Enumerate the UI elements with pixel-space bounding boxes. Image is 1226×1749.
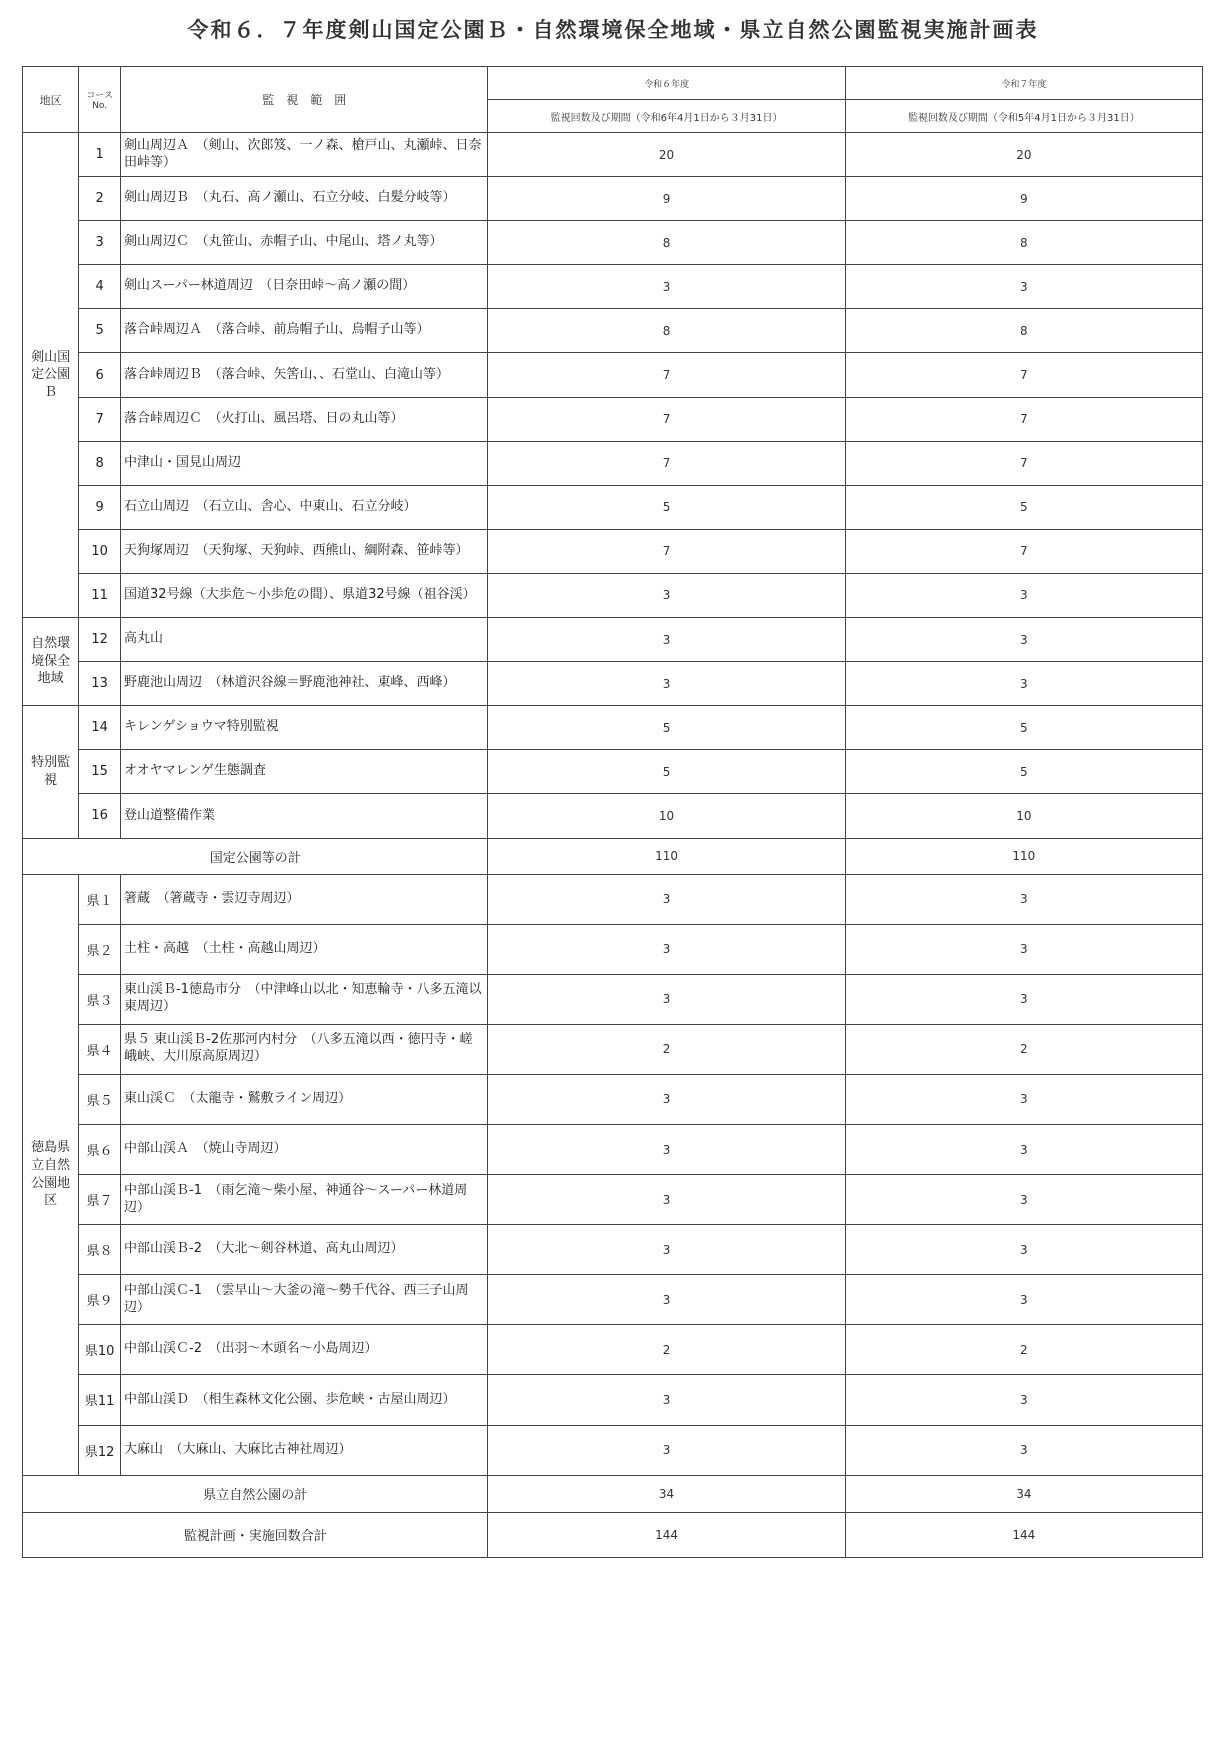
count-year7: 7 — [845, 529, 1202, 573]
count-year6: 3 — [488, 1175, 845, 1225]
pref-row — [23, 1325, 1203, 1375]
count-year7: 3 — [845, 618, 1202, 662]
count-year7: 9 — [845, 177, 1202, 221]
course-no: 県４ — [79, 1024, 121, 1074]
subtotal-year7: 34 — [845, 1475, 1202, 1512]
count-year7: 3 — [845, 573, 1202, 617]
area-label: 特別監視 — [23, 706, 79, 838]
course-no: 県９ — [79, 1275, 121, 1325]
count-year7: 3 — [845, 1124, 1202, 1174]
total-year7: 144 — [845, 1512, 1202, 1557]
course-row — [23, 133, 1203, 177]
header-year6: 令和６年度 — [488, 67, 845, 100]
count-year6: 2 — [488, 1024, 845, 1074]
pref-row — [23, 1124, 1203, 1174]
count-year6: 3 — [488, 618, 845, 662]
pref-row — [23, 1425, 1203, 1475]
course-no: 15 — [79, 750, 121, 794]
total-label: 監視計画・実施回数合計 — [23, 1512, 488, 1557]
scope-text: 土柱・高越 （土柱・高越山周辺） — [121, 924, 488, 974]
course-no: 7 — [79, 397, 121, 441]
scope-text: 中津山・国見山周辺 — [121, 441, 488, 485]
scope-text: 剣山周辺Ｂ （丸石、高ノ瀬山、石立分岐、白髪分岐等） — [121, 177, 488, 221]
scope-text: 落合峠周辺Ａ （落合峠、前烏帽子山、烏帽子山等） — [121, 309, 488, 353]
course-no: 3 — [79, 221, 121, 265]
count-year6: 7 — [488, 529, 845, 573]
count-year7: 3 — [845, 924, 1202, 974]
scope-text: 落合峠周辺Ｃ （火打山、風呂塔、日の丸山等） — [121, 397, 488, 441]
count-year6: 7 — [488, 397, 845, 441]
count-year7: 3 — [845, 662, 1202, 706]
total-year6: 144 — [488, 1512, 845, 1557]
total-row — [23, 1512, 1203, 1557]
course-row — [23, 618, 1203, 662]
course-row — [23, 485, 1203, 529]
count-year7: 8 — [845, 309, 1202, 353]
scope-text: 中部山渓Ｃ-2 （出羽～木頭名～小島周辺） — [121, 1325, 488, 1375]
count-year6: 10 — [488, 794, 845, 838]
course-row — [23, 573, 1203, 617]
count-year7: 3 — [845, 265, 1202, 309]
pref-row — [23, 974, 1203, 1024]
pref-row — [23, 1225, 1203, 1275]
count-year6: 3 — [488, 1425, 845, 1475]
count-year6: 8 — [488, 309, 845, 353]
scope-text: 剣山周辺Ｃ （丸笹山、赤帽子山、中尾山、塔ノ丸等） — [121, 221, 488, 265]
course-no: 県３ — [79, 974, 121, 1024]
header-scope: 監 視 範 囲 — [121, 67, 488, 133]
count-year7: 3 — [845, 1425, 1202, 1475]
count-year7: 5 — [845, 750, 1202, 794]
count-year6: 3 — [488, 974, 845, 1024]
count-year6: 5 — [488, 485, 845, 529]
scope-text: キレンゲショウマ特別監視 — [121, 706, 488, 750]
pref-row — [23, 1275, 1203, 1325]
count-year6: 8 — [488, 221, 845, 265]
course-row — [23, 353, 1203, 397]
course-no: 13 — [79, 662, 121, 706]
scope-text: 中部山渓Ｃ-1 （雲早山～大釜の滝～勢千代谷、西三子山周辺） — [121, 1275, 488, 1325]
count-year7: 7 — [845, 441, 1202, 485]
course-no: 県５ — [79, 1074, 121, 1124]
count-year7: 3 — [845, 1225, 1202, 1275]
course-row — [23, 662, 1203, 706]
area-label: 自然環境保全地域 — [23, 618, 79, 706]
course-no: 県12 — [79, 1425, 121, 1475]
scope-text: 石立山周辺 （石立山、舎心、中東山、石立分岐） — [121, 485, 488, 529]
pref-row — [23, 874, 1203, 924]
subtotal-year7: 110 — [845, 838, 1202, 874]
count-year6: 7 — [488, 441, 845, 485]
count-year6: 5 — [488, 706, 845, 750]
course-row — [23, 177, 1203, 221]
count-year6: 5 — [488, 750, 845, 794]
count-year6: 3 — [488, 662, 845, 706]
course-row — [23, 265, 1203, 309]
scope-text: 中部山渓Ｂ-1 （雨乞滝～柴小屋、神通谷～スーパー林道周辺） — [121, 1175, 488, 1225]
count-year7: 3 — [845, 1375, 1202, 1425]
course-row — [23, 794, 1203, 838]
subtotal-year6: 110 — [488, 838, 845, 874]
course-no: 5 — [79, 309, 121, 353]
count-year6: 3 — [488, 1225, 845, 1275]
scope-text: 高丸山 — [121, 618, 488, 662]
page-title: 令和６．７年度剣山国定公園Ｂ・自然環境保全地域・県立自然公園監視実施計画表 — [187, 18, 1039, 42]
course-no: 12 — [79, 618, 121, 662]
subtotal-label: 国定公園等の計 — [23, 838, 488, 874]
subtotal-row — [23, 1475, 1203, 1512]
pref-row — [23, 924, 1203, 974]
pref-row — [23, 1175, 1203, 1225]
scope-text: オオヤマレンゲ生態調査 — [121, 750, 488, 794]
scope-text: 県５ 東山渓Ｂ-2佐那河内村分 （八多五滝以西・徳円寺・嵯峨峡、大川原高原周辺） — [121, 1024, 488, 1074]
count-year6: 3 — [488, 1375, 845, 1425]
scope-text: 剣山スーパー林道周辺 （日奈田峠～高ノ瀬の間） — [121, 265, 488, 309]
course-no: 県８ — [79, 1225, 121, 1275]
count-year6: 3 — [488, 573, 845, 617]
scope-text: 落合峠周辺Ｂ （落合峠、矢筈山、、石堂山、白滝山等） — [121, 353, 488, 397]
course-no: 県１ — [79, 874, 121, 924]
pref-row — [23, 1074, 1203, 1124]
count-year6: 3 — [488, 265, 845, 309]
count-year6: 3 — [488, 1275, 845, 1325]
header-year7: 令和７年度 — [845, 67, 1202, 100]
count-year7: 7 — [845, 397, 1202, 441]
course-no: 16 — [79, 794, 121, 838]
course-no: 6 — [79, 353, 121, 397]
course-row — [23, 221, 1203, 265]
course-row — [23, 529, 1203, 573]
scope-text: 天狗塚周辺 （天狗塚、天狗峠、西熊山、綱附森、笹峠等） — [121, 529, 488, 573]
course-no: 14 — [79, 706, 121, 750]
count-year7: 5 — [845, 485, 1202, 529]
count-year7: 3 — [845, 1175, 1202, 1225]
scope-text: 中部山渓Ｂ-2 （大北～剣谷林道、高丸山周辺） — [121, 1225, 488, 1275]
count-year7: 7 — [845, 353, 1202, 397]
course-no: 8 — [79, 441, 121, 485]
count-year6: 9 — [488, 177, 845, 221]
header-area: 地区 — [23, 67, 79, 133]
header-year7-sub: 監視回数及び期間（令和5年4月1日から３月31日） — [845, 100, 1202, 133]
course-no: 県７ — [79, 1175, 121, 1225]
count-year7: 3 — [845, 1275, 1202, 1325]
count-year7: 3 — [845, 1074, 1202, 1124]
scope-text: 野鹿池山周辺 （林道沢谷線＝野鹿池神社、東峰、西峰） — [121, 662, 488, 706]
course-no: 2 — [79, 177, 121, 221]
subtotal-row — [23, 838, 1203, 874]
count-year6: 3 — [488, 1074, 845, 1124]
pref-row — [23, 1375, 1203, 1425]
course-no: 県10 — [79, 1325, 121, 1375]
subtotal-year6: 34 — [488, 1475, 845, 1512]
monitoring-plan-table — [22, 66, 1203, 1558]
course-no: 県11 — [79, 1375, 121, 1425]
course-no: 1 — [79, 133, 121, 177]
count-year7: 2 — [845, 1024, 1202, 1074]
count-year6: 3 — [488, 874, 845, 924]
header-year6-sub: 監視回数及び期間（令和6年4月1日から３月31日） — [488, 100, 845, 133]
course-no: 4 — [79, 265, 121, 309]
count-year7: 20 — [845, 133, 1202, 177]
count-year6: 20 — [488, 133, 845, 177]
scope-text: 中部山渓Ｄ （相生森林文化公園、歩危峡・古屋山周辺） — [121, 1375, 488, 1425]
course-row — [23, 706, 1203, 750]
count-year6: 7 — [488, 353, 845, 397]
count-year7: 3 — [845, 974, 1202, 1024]
count-year7: 2 — [845, 1325, 1202, 1375]
count-year6: 2 — [488, 1325, 845, 1375]
scope-text: 国道32号線（大歩危～小歩危の間）、県道32号線（祖谷渓） — [121, 573, 488, 617]
scope-text: 登山道整備作業 — [121, 794, 488, 838]
count-year6: 3 — [488, 924, 845, 974]
course-no: 10 — [79, 529, 121, 573]
subtotal-label: 県立自然公園の計 — [23, 1475, 488, 1512]
count-year7: 3 — [845, 874, 1202, 924]
header-row — [23, 67, 1203, 100]
pref-row — [23, 1024, 1203, 1074]
count-year7: 8 — [845, 221, 1202, 265]
course-row — [23, 750, 1203, 794]
course-row — [23, 309, 1203, 353]
scope-text: 東山渓Ｃ （太龍寺・鷲敷ライン周辺） — [121, 1074, 488, 1124]
scope-text: 東山渓Ｂ-1徳島市分 （中津峰山以北・知恵輪寺・八多五滝以東周辺） — [121, 974, 488, 1024]
count-year7: 10 — [845, 794, 1202, 838]
course-no: 県２ — [79, 924, 121, 974]
count-year7: 5 — [845, 706, 1202, 750]
course-no: 9 — [79, 485, 121, 529]
area-label: 徳島県立自然公園地区 — [23, 874, 79, 1475]
course-row — [23, 397, 1203, 441]
course-row — [23, 441, 1203, 485]
scope-text: 大麻山 （大麻山、大麻比古神社周辺） — [121, 1425, 488, 1475]
course-no: 県６ — [79, 1124, 121, 1174]
header-course: コース No. — [79, 67, 121, 133]
course-no: 11 — [79, 573, 121, 617]
scope-text: 箸蔵 （箸蔵寺・雲辺寺周辺） — [121, 874, 488, 924]
area-label: 剣山国定公園Ｂ — [23, 133, 79, 618]
scope-text: 剣山周辺Ａ （剣山、次郎笈、一ノ森、槍戸山、丸瀬峠、日奈田峠等） — [121, 133, 488, 177]
count-year6: 3 — [488, 1124, 845, 1174]
scope-text: 中部山渓Ａ （焼山寺周辺） — [121, 1124, 488, 1174]
